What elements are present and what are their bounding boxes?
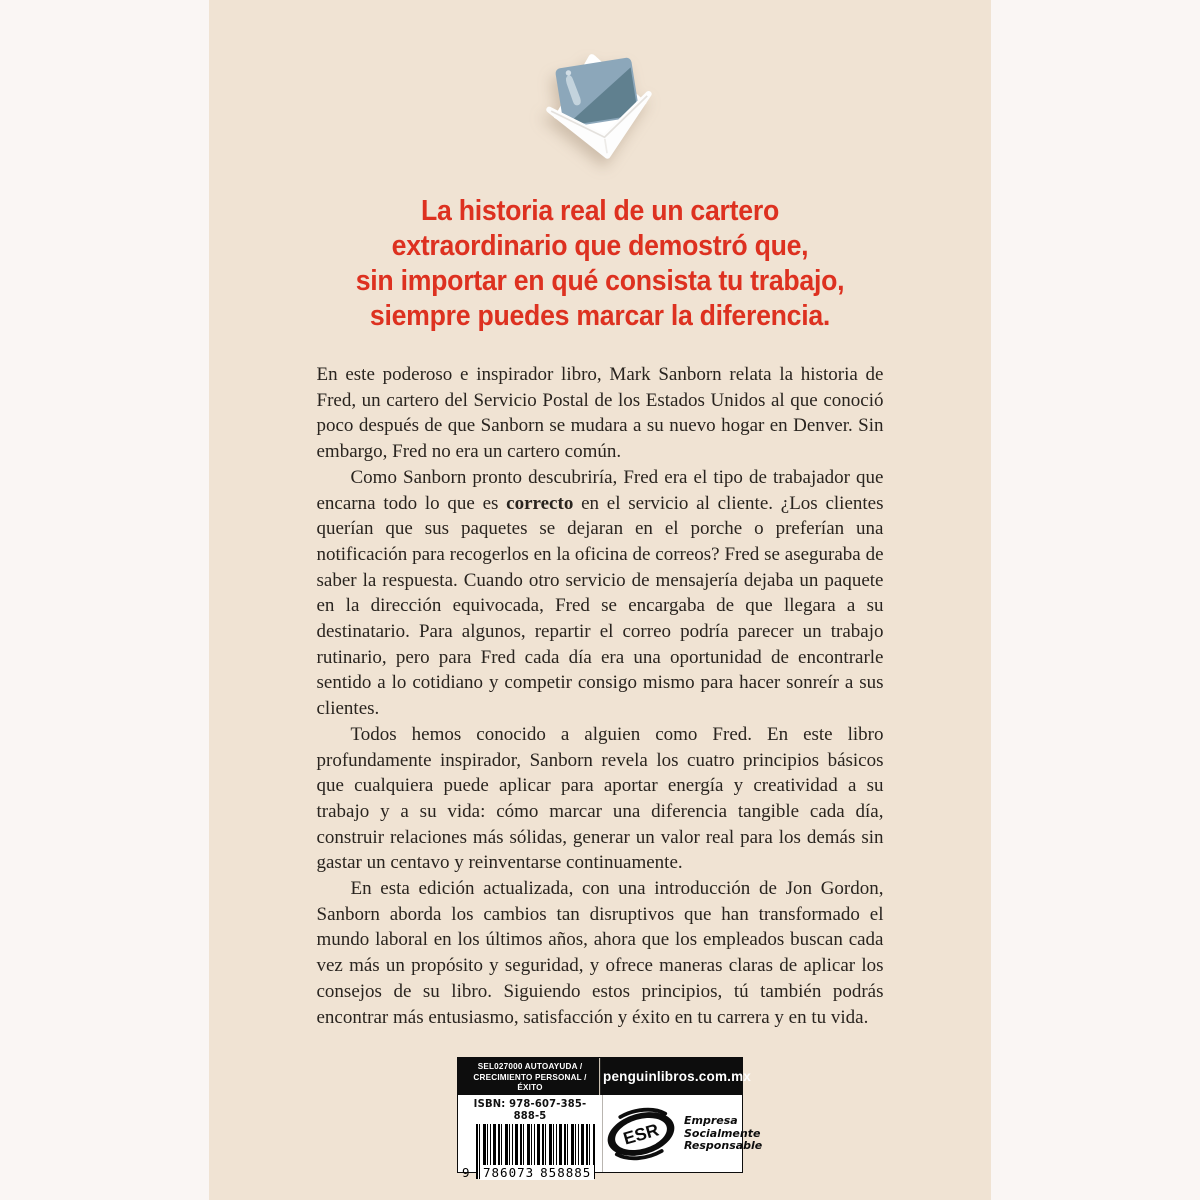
barcode-box [457,1057,763,1181]
paragraph-2: Como Sanborn pronto descubriría, Fred era el tipo de trabajador que encarna todo lo que es correcto en el servicio al cliente. ¿Los clientes querían que sus paquetes se dejaran en el porche o preferían una notificación para recogerlos en la oficina de correos? Fred se aseguraba de saber la respuesta. Cuando otro servicio de mensajería dejaba un paquete en la dirección equivocada, Fred se encargaba de que llegara a su destinatario. Para algunos, repartir el correo podría parecer un trabajo rutinario, pero para Fred cada día era una oportunidad de encontrarle sentido a lo cotidiano y competir consigo mismo para hacer sonreír a sus clientes. [316,466,884,720]
paragraph-1: En este poderoso e inspirador libro, Mark Sanborn relata la historia de Fred, un cartero del Servicio Postal de los Estados Unidos al que conoció poco después de que Sanborn se mudara a su nuevo hogar en Denver. Sin embargo, Fred no era un cartero común. [316,364,884,463]
barcode-box-header [458,1058,752,1095]
esr-label: Empresa Socialmente Responsable [684,1114,763,1153]
barcode-box-body [458,1095,763,1181]
svg-text:ESR: ESR [621,1119,662,1149]
ean13-barcode [462,1124,595,1181]
category-code: SEL027000 AUTOAYUDA / CRECIMIENTO PERSONAL / ÉXITO [461,1058,600,1095]
bold-word: correcto [506,492,574,514]
envelope-icon [534,42,666,170]
tagline-line: extraordinario que demostró que, [391,230,809,262]
tagline-headline [240,194,959,334]
back-cover-text [317,362,884,1030]
book-back-cover [209,0,991,1200]
barcode-lead-digit: 9 [462,1165,470,1181]
barcode-digits: 786073 858885 [480,1165,591,1180]
paragraph-4: En esta edición actualizada, con una introducción de Jon Gordon, Sanborn aborda los cambios tan disruptivos que han transformado el mundo laboral en los últimos años, ahora que los empleados buscan cada vez más un propósito y seguridad, y ofrece maneras claras de aplicar los consejos de su libro. Siguiendo estos principios, tú también podrás encontrar más entusiasmo, satisfacción y éxito en tu carrera y en tu vida. [316,878,884,1028]
paragraph-3: Todos hemos conocido a alguien como Fred. En este libro profundamente inspirador, Sanborn revela los cuatro principios básicos que cualquiera puede aplicar para aportar energía y creatividad a su trabajo y a su vida: cómo marcar una diferencia tangible cada día, construir relaciones más sólidas, generar un valor real para los demás sin gastar un centavo y reinventarse continuamente. [316,723,884,874]
esr-cell [603,1095,762,1172]
esr-logo-icon [603,1107,679,1161]
publisher-website: penguinlibros.com.mx [603,1069,752,1085]
tagline-line: La historia real de un cartero [421,195,779,227]
tagline-line: siempre puedes marcar la diferencia. [369,300,831,332]
isbn-barcode-cell [458,1095,603,1181]
tagline-line: sin importar en qué consista tu trabajo, [355,265,845,297]
isbn-label: ISBN: 978-607-385-888-5 [473,1098,587,1123]
